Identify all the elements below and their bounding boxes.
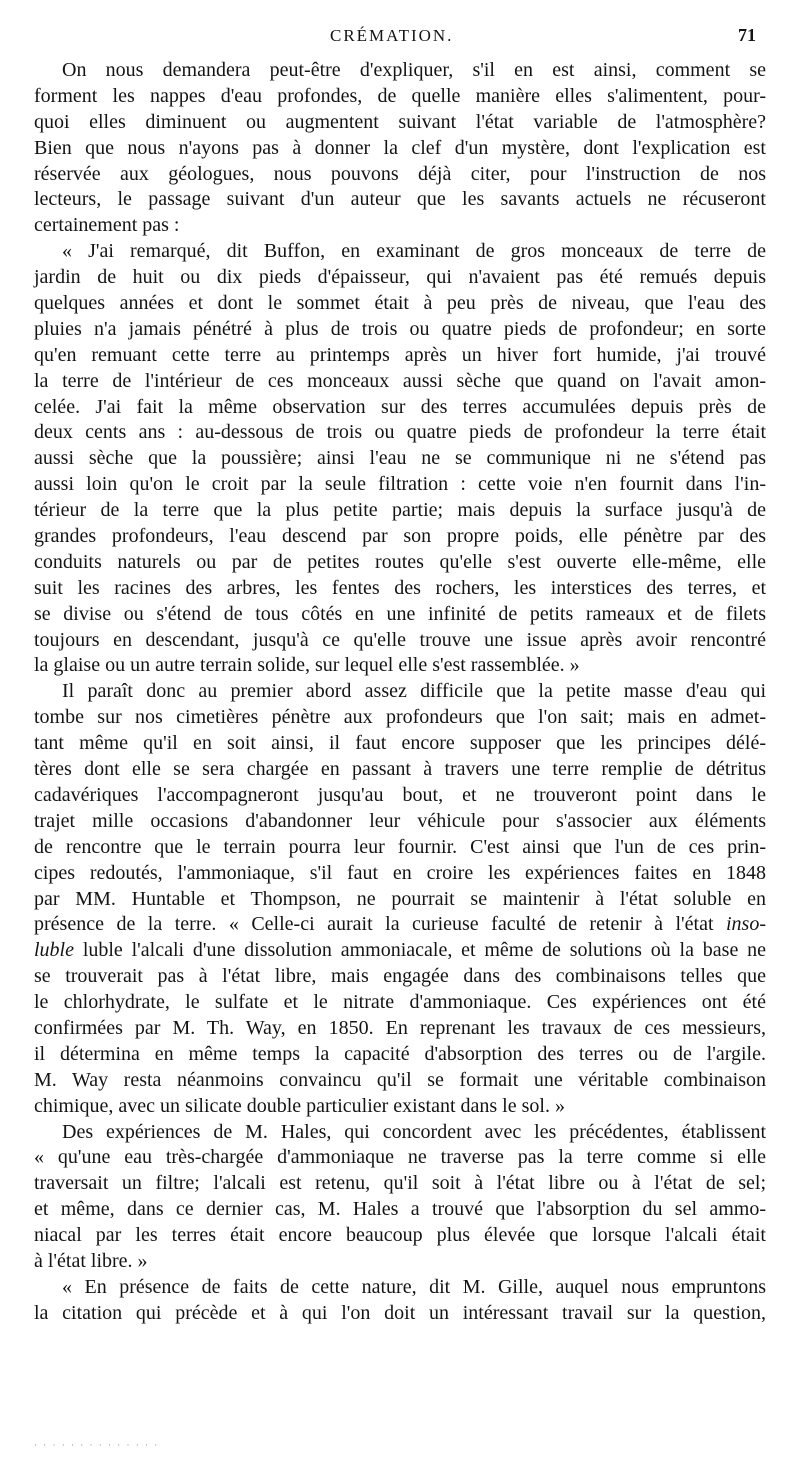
- text-line: tombe sur nos cimetières pénètre aux profondeurs que l'on sait; mais en admet-: [34, 706, 766, 729]
- text-line: quoi elles diminuent ou augmentent suivant l'état variable de l'atmosphère?: [34, 110, 766, 133]
- italic-word: inso-: [726, 913, 766, 936]
- text-line: Bien que nous n'ayons pas à donner la clef d'un mystère, dont l'explication est: [34, 136, 766, 159]
- text-line: trajet mille occasions d'abandonner leur véhicule pour s'associer aux éléments: [34, 809, 766, 832]
- text-line: Des expériences de M. Hales, qui concordent avec les précédentes, établissent: [62, 1120, 766, 1143]
- text-line: la glaise ou un autre terrain solide, sur lequel elle s'est rassemblée. »: [34, 654, 580, 677]
- text-line: traversait un filtre; l'alcali est retenu, qu'il soit à l'état libre ou à l'état de sel;: [34, 1172, 766, 1195]
- text-line: « En présence de faits de cette nature, dit M. Gille, auquel nous empruntons: [62, 1275, 766, 1298]
- text-line: « qu'une eau très-chargée d'ammoniaque ne traverse pas la terre comme si elle: [34, 1146, 766, 1169]
- text-line: toujours en descendant, jusqu'à ce qu'elle trouve une issue après avoir rencontré: [34, 628, 766, 651]
- text-segment: luble l'alcali d'une dissolution ammoniacale, et même de solutions où la base ne: [82, 939, 767, 962]
- text-line: « J'ai remarqué, dit Buffon, en examinant de gros monceaux de terre de: [62, 240, 766, 263]
- text-line: celée. J'ai fait la même observation sur des terres accumulées depuis près de: [34, 395, 766, 418]
- text-line: le chlorhydrate, le sulfate et le nitrate d'ammoniaque. Ces expériences ont été: [34, 991, 766, 1014]
- text-line: deux cents ans : au-dessous de trois ou quatre pieds de profondeur la terre était: [34, 421, 766, 444]
- text-segment: présence de la terre. « Celle-ci aurait la curieuse faculté de retenir à l'état: [34, 913, 714, 936]
- text-line: qu'en remuant cette terre au printemps après un hiver fort humide, j'ai trouvé: [34, 343, 766, 366]
- text-line: certainement pas :: [34, 214, 180, 237]
- text-line: jardin de huit ou dix pieds d'épaisseur, qui n'avaient pas été remués depuis: [34, 266, 766, 289]
- text-line: On nous demandera peut-être d'expliquer, s'il en est ainsi, comment se: [62, 59, 766, 81]
- text-line: M. Way resta néanmoins convaincu qu'il se formait une véritable combinaison: [34, 1068, 766, 1091]
- text-line: suit les racines des arbres, les fentes des rochers, les interstices des terres, et: [34, 576, 766, 599]
- text-line-with-italic: [34, 938, 766, 964]
- text-line: cadavériques l'accompagneront jusqu'au bout, et ne trouveront point dans le: [34, 783, 766, 806]
- text-line-with-italic: [34, 912, 766, 938]
- text-line: lecteurs, le passage suivant d'un auteur que les savants actuels ne récuseront: [34, 188, 766, 211]
- text-line: par MM. Huntable et Thompson, ne pourrait se maintenir à l'état soluble en: [34, 887, 766, 910]
- text-line: de rencontre que le terrain pourra leur fournir. C'est ainsi que l'un de ces prin-: [34, 835, 766, 858]
- page-number: 71: [738, 25, 756, 45]
- text-line: réservée aux géologues, nous pouvons déjà citer, pour l'instruction de nos: [34, 162, 766, 185]
- text-line: se divise ou s'étend de tous côtés en une infinité de petits rameaux et de filets: [34, 602, 766, 625]
- text-line: térieur de la terre que la plus petite partie; mais depuis la surface jusqu'à de: [34, 499, 766, 522]
- text-line: quelques années et dont le sommet était à peu près de niveau, que l'eau des: [34, 292, 766, 315]
- text-line: la citation qui précède et à qui l'on doit un intéressant travail sur la question,: [34, 1301, 766, 1324]
- text-line: à l'état libre. »: [34, 1249, 148, 1272]
- italic-word: luble: [34, 939, 74, 962]
- running-head: [0, 22, 800, 52]
- text-line: forment les nappes d'eau profondes, de quelle manière elles s'alimentent, pour-: [34, 84, 766, 107]
- text-line: grandes profondeurs, l'eau descend par son propre poids, elle pénètre par des: [34, 525, 766, 548]
- text-line: tères dont elle se sera chargée en passant à travers une terre remplie de détritus: [34, 758, 766, 781]
- text-line: il détermina en même temps la capacité d'absorption des terres ou de l'argile.: [34, 1042, 766, 1065]
- text-line: et même, dans ce dernier cas, M. Hales a trouvé que l'absorption du sel ammo-: [34, 1198, 766, 1221]
- text-line: Il paraît donc au premier abord assez difficile que la petite masse d'eau qui: [62, 680, 766, 703]
- text-line: la terre de l'intérieur de ces monceaux aussi sèche que quand on l'avait amon-: [34, 369, 766, 392]
- running-title: CRÉMATION.: [330, 26, 454, 45]
- footer-print-marks: · · · · · · · · · · · · · ·: [34, 1440, 160, 1450]
- text-line: aussi sèche que la poussière; ainsi l'eau ne se communique ni ne s'étend pas: [34, 447, 766, 470]
- text-line: tant même qu'il en soit ainsi, il faut encore supposer que les principes délé-: [34, 732, 766, 755]
- text-line: se trouverait pas à l'état libre, mais engagée dans des combinaisons telles que: [34, 965, 766, 988]
- text-line: chimique, avec un silicate double particulier existant dans le sol. »: [34, 1094, 565, 1117]
- text-line: conduits naturels ou par de petites routes qu'elle s'est ouverte elle-même, elle: [34, 550, 766, 573]
- text-line: niacal par les terres était encore beaucoup plus élevée que lorsque l'alcali était: [34, 1224, 766, 1247]
- text-line: aussi loin qu'on le croit par la seule filtration : cette voie n'en fournit dans l'in-: [34, 473, 766, 496]
- text-line: pluies n'a jamais pénétré à plus de trois ou quatre pieds de profondeur; en sorte: [34, 317, 766, 340]
- text-line: cipes redoutés, l'ammoniaque, s'il faut en croire les expériences faites en 1848: [34, 861, 766, 884]
- text-line: confirmées par M. Th. Way, en 1850. En reprenant les travaux de ces messieurs,: [34, 1016, 766, 1039]
- body-text: [34, 58, 766, 1327]
